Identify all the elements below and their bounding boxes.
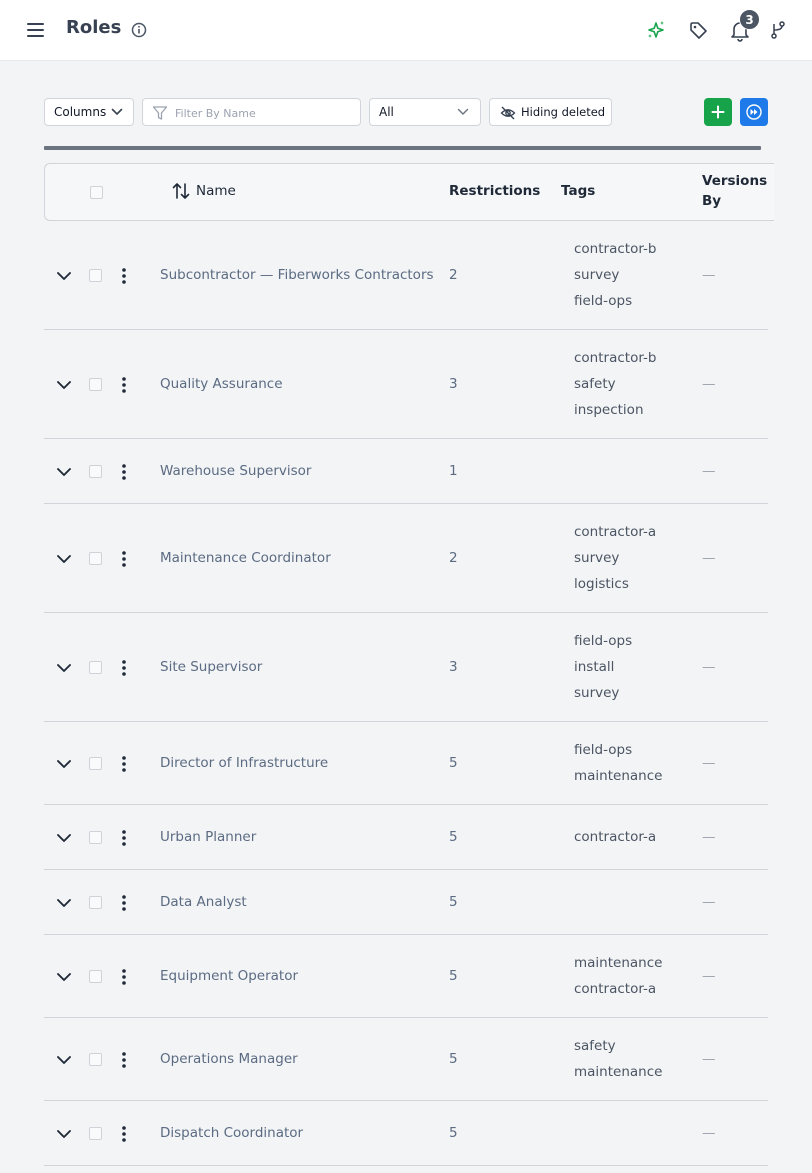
row-actions-kebab-icon[interactable] <box>119 829 129 847</box>
tag-item: field-ops <box>574 633 633 649</box>
expand-row-chevron-icon[interactable] <box>56 898 72 908</box>
row-checkbox[interactable] <box>89 970 102 983</box>
top-bar <box>0 0 812 61</box>
tag-item: install <box>574 659 615 675</box>
columns-button[interactable] <box>44 98 134 126</box>
role-name-link[interactable]: Site Supervisor <box>160 659 263 675</box>
table-row[interactable] <box>44 805 768 870</box>
row-checkbox[interactable] <box>89 831 102 844</box>
versions-by-value: — <box>702 1125 716 1141</box>
row-actions-kebab-icon[interactable] <box>119 1051 129 1069</box>
tag-item: contractor-a <box>574 524 657 540</box>
expand-row-chevron-icon[interactable] <box>56 759 72 769</box>
versions-by-value: — <box>702 894 716 910</box>
versions-by-value: — <box>702 376 716 392</box>
versions-by-value: — <box>702 755 716 771</box>
menu-icon[interactable] <box>26 19 46 41</box>
table-row[interactable] <box>44 1101 768 1166</box>
columns-label: Columns <box>54 105 107 119</box>
restrictions-count: 5 <box>449 968 458 984</box>
table-row[interactable] <box>44 221 768 330</box>
restrictions-count: 3 <box>449 376 458 392</box>
expand-row-chevron-icon[interactable] <box>56 380 72 390</box>
sparkle-icon[interactable] <box>645 18 667 42</box>
table-row[interactable] <box>44 504 768 613</box>
role-name-link[interactable]: Director of Infrastructure <box>160 755 329 771</box>
row-checkbox[interactable] <box>89 661 102 674</box>
info-icon[interactable] <box>130 21 148 39</box>
versions-by-column-header-line1[interactable]: Versions <box>702 173 768 189</box>
restrictions-count: 5 <box>449 755 458 771</box>
restrictions-column-header[interactable]: Restrictions <box>449 183 541 199</box>
row-checkbox[interactable] <box>89 896 102 909</box>
row-actions-kebab-icon[interactable] <box>119 267 129 285</box>
row-checkbox[interactable] <box>89 552 102 565</box>
restrictions-count: 5 <box>449 894 458 910</box>
restrictions-count: 5 <box>449 1125 458 1141</box>
role-name-link[interactable]: Warehouse Supervisor <box>160 463 312 479</box>
expand-row-chevron-icon[interactable] <box>56 554 72 564</box>
restrictions-count: 5 <box>449 1051 458 1067</box>
row-actions-kebab-icon[interactable] <box>119 463 129 481</box>
expand-row-chevron-icon[interactable] <box>56 271 72 281</box>
name-header-label: Name <box>196 183 236 199</box>
tag-item: survey <box>574 267 620 283</box>
restrictions-count: 2 <box>449 550 458 566</box>
versions-by-value: — <box>702 659 716 675</box>
expand-row-chevron-icon[interactable] <box>56 1055 72 1065</box>
role-name-link[interactable]: Quality Assurance <box>160 376 283 392</box>
tag-item: field-ops <box>574 293 633 309</box>
hiding-deleted-toggle[interactable] <box>489 98 612 126</box>
filter-by-name-input[interactable] <box>173 102 357 124</box>
row-checkbox[interactable] <box>89 757 102 770</box>
row-actions-kebab-icon[interactable] <box>119 968 129 986</box>
role-name-link[interactable]: Operations Manager <box>160 1051 298 1067</box>
restrictions-count: 5 <box>449 829 458 845</box>
row-checkbox[interactable] <box>89 378 102 391</box>
role-name-link[interactable]: Urban Planner <box>160 829 257 845</box>
select-all-checkbox[interactable] <box>90 186 103 199</box>
row-actions-kebab-icon[interactable] <box>119 1125 129 1143</box>
tag-item: survey <box>574 685 620 701</box>
tag-item: contractor-b <box>574 241 657 257</box>
tag-item: logistics <box>574 576 629 592</box>
page-title: Roles <box>66 17 122 38</box>
table-row[interactable] <box>44 439 768 504</box>
table-row[interactable] <box>44 1018 768 1101</box>
tag-item: maintenance <box>574 768 663 784</box>
restrictions-count: 2 <box>449 267 458 283</box>
tag-item: maintenance <box>574 955 663 971</box>
role-name-link[interactable]: Maintenance Coordinator <box>160 550 331 566</box>
tag-item: maintenance <box>574 1064 663 1080</box>
add-role-button[interactable] <box>704 98 732 126</box>
table-row[interactable] <box>44 935 768 1018</box>
row-checkbox[interactable] <box>89 269 102 282</box>
role-name-link[interactable]: Equipment Operator <box>160 968 298 984</box>
role-name-link[interactable]: Dispatch Coordinator <box>160 1125 304 1141</box>
hiding-deleted-label: Hiding deleted <box>521 105 606 119</box>
row-actions-kebab-icon[interactable] <box>119 894 129 912</box>
chevron-down-icon <box>111 108 123 116</box>
versions-by-value: — <box>702 1051 716 1067</box>
horizontal-scrollbar[interactable] <box>44 146 761 150</box>
versions-by-value: — <box>702 968 716 984</box>
expand-row-chevron-icon[interactable] <box>56 467 72 477</box>
row-actions-kebab-icon[interactable] <box>119 376 129 394</box>
status-select-value: All <box>379 105 394 119</box>
branch-icon[interactable] <box>767 18 789 42</box>
versions-by-value: — <box>702 550 716 566</box>
filter-icon <box>152 105 168 121</box>
table-row[interactable] <box>44 330 768 439</box>
fast-forward-icon <box>746 104 762 120</box>
tag-item: contractor-b <box>574 350 657 366</box>
tag-item: safety <box>574 376 616 392</box>
table-header <box>44 163 774 221</box>
tag-item: contractor-a <box>574 981 657 997</box>
tag-item: survey <box>574 550 620 566</box>
versions-by-column-header-line2[interactable]: By <box>702 193 722 209</box>
fast-forward-button[interactable] <box>740 98 768 126</box>
table-row[interactable] <box>44 722 768 805</box>
row-actions-kebab-icon[interactable] <box>119 659 129 677</box>
row-actions-kebab-icon[interactable] <box>119 755 129 773</box>
chevron-down-icon <box>457 108 469 116</box>
restrictions-count: 3 <box>449 659 458 675</box>
versions-by-value: — <box>702 463 716 479</box>
tags-column-header[interactable]: Tags <box>561 183 596 199</box>
tag-icon[interactable] <box>687 18 709 42</box>
role-name-link[interactable]: Subcontractor — Fiberworks Contractors <box>160 267 434 283</box>
tag-item: inspection <box>574 402 644 418</box>
row-checkbox[interactable] <box>89 465 102 478</box>
status-select[interactable] <box>369 98 481 126</box>
versions-by-value: — <box>702 267 716 283</box>
row-actions-kebab-icon[interactable] <box>119 550 129 568</box>
expand-row-chevron-icon[interactable] <box>56 833 72 843</box>
row-checkbox[interactable] <box>89 1053 102 1066</box>
table-row[interactable] <box>44 613 768 722</box>
table-row[interactable] <box>44 870 768 935</box>
tag-item: contractor-a <box>574 829 657 845</box>
filter-field[interactable] <box>142 98 361 126</box>
plus-icon <box>710 104 726 120</box>
expand-row-chevron-icon[interactable] <box>56 972 72 982</box>
expand-row-chevron-icon[interactable] <box>56 1129 72 1139</box>
row-checkbox[interactable] <box>89 1127 102 1140</box>
eye-off-icon <box>500 105 516 121</box>
sort-icon <box>172 182 190 200</box>
role-name-link[interactable]: Data Analyst <box>160 894 247 910</box>
restrictions-count: 1 <box>449 463 458 479</box>
tag-item: field-ops <box>574 742 633 758</box>
expand-row-chevron-icon[interactable] <box>56 663 72 673</box>
tag-item: safety <box>574 1038 616 1054</box>
versions-by-value: — <box>702 829 716 845</box>
notification-badge: 3 <box>739 9 760 30</box>
